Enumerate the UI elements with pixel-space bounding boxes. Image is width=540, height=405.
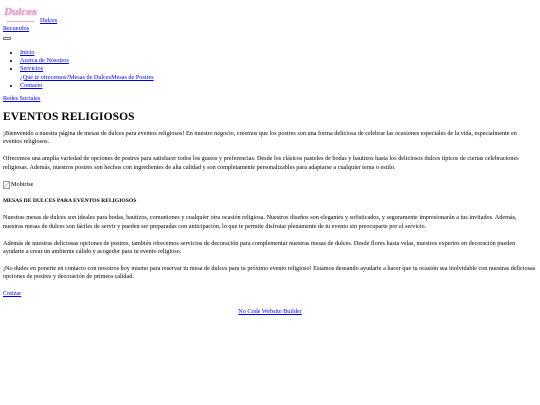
quote-button[interactable]: Cotizar [3,290,22,298]
page-title: EVENTOS RELIGIOSOS [3,111,135,123]
section-subheading: MESAS DE DULCES PARA EVENTOS RELIGIOSOS [3,197,137,204]
nav-list [3,49,154,90]
brand-tagline-link[interactable]: Recuerdos [3,25,30,32]
nav-link-inicio[interactable]: Inicio [20,49,35,56]
footer [3,308,537,316]
hero-image-alt: Mobirise [11,180,34,188]
body-paragraph-2: Además de nuestras deliciosas opciones de postres, también ofrecemos servicios de decoración para complementar nuestras mesas de dulces. Desde flores hasta velas, nuestros expertos en decoración pueden ayudarte a crear un ambiente cálido y acogedor para tu evento religioso. [3,239,516,255]
submenu-link-que-ofrecemos[interactable]: ¿Qué te ofrecemos? [20,73,70,81]
submenu-link-mesas-dulces[interactable]: Mesas de Dulces [69,73,112,81]
brand-name-link[interactable]: Dulces [40,17,58,24]
submenu-link-mesas-postres[interactable]: Mesas de Postres [111,73,154,81]
brand-logo-text: Dulces [4,8,37,19]
nav-item-inicio [20,49,154,57]
nav-item-acerca [20,57,154,65]
brand-logo[interactable] [3,3,38,25]
builder-link[interactable]: No Code Website Builder [238,307,302,315]
page [3,3,537,315]
intro-paragraph: ¡Bienvenido a nuestra página de mesas de dulces para eventos religiosos! En nuestro negocio, creemos que los postres son una forma deliciosa de celebrar las ocasiones especiales de la vida, especialmente en eventos religiosos. [3,130,517,146]
social-networks-link[interactable]: Redes Sociales [3,95,41,102]
logo-decoration [7,21,34,22]
body-paragraph-1: Nuestras mesas de dulces son ideales para bodas, bautizos, comuniones y cualquier otra ocasión religiosa. Nuestros diseños son elegantes y sofisticados, y seguramente impresionarán a tus invitados. Además, nuestras mesas de dulces son fáciles de servir y pueden ser preparadas con anticipación, lo que te permite disfrutar plenamente de tu evento sin preocuparte por el servicio. [3,214,517,230]
nav-link-acerca[interactable]: Acerca de Nosotros [20,57,69,65]
nav-item-contacto [20,82,154,90]
nav-link-contacto[interactable]: Contacto [20,81,43,89]
brand-header [3,3,537,25]
main-navigation [3,49,154,90]
hero-image [3,181,537,189]
body-paragraph-3: ¡No dudes en ponerte en contacto con nosotros hoy mismo para reservar tu mesa de dulces para tu próximo evento religioso! Estamos deseando ayudarte a hacer que tu ocasión sea inolvidable con nuestras deliciosas opciones de postres y decoración de primera calidad. [3,265,536,281]
broken-image-icon [3,181,10,189]
main-content [3,130,537,316]
offer-paragraph: Ofrecemos una amplia variedad de opciones de postres para satisfacer todos los gustos y preferencias. Desde los clásicos pasteles de bodas y bautizos hasta los deliciosos dulces típicos de ciertas celebraciones religiosas. Además, nuestros postres son hechos con ingredientes de alta calidad y son completamente personalizables para adaptarse a cualquier tema o estilo. [3,155,519,171]
nav-item-servicios [20,65,154,81]
menu-toggle-button[interactable] [3,37,11,40]
nav-link-servicios[interactable]: Servicios [20,65,44,73]
